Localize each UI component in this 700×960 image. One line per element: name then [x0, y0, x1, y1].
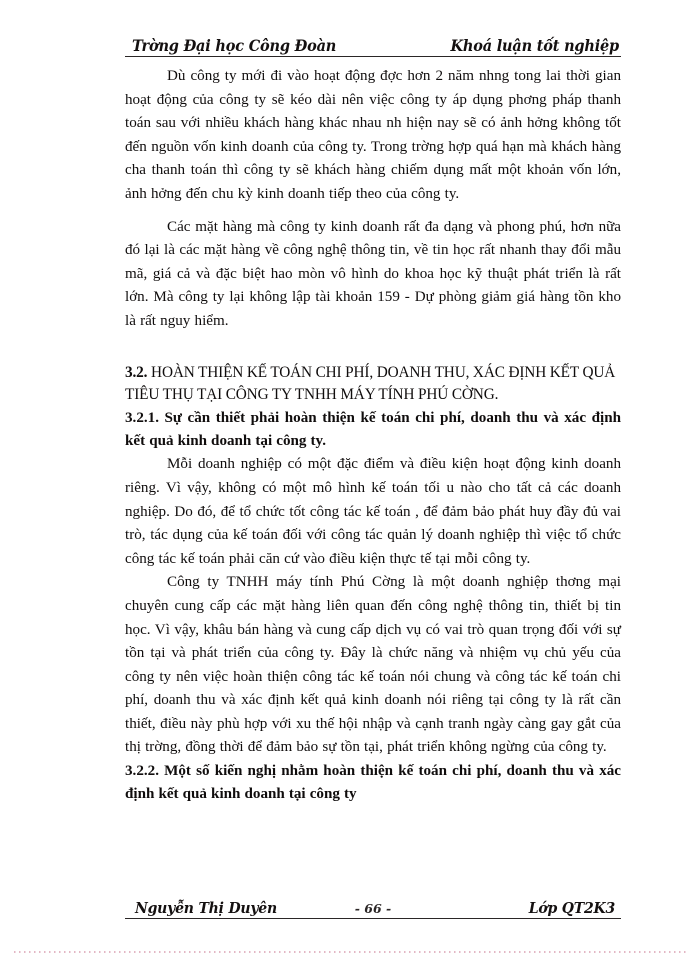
page-content [125, 34, 621, 807]
header-left-text: Trờng Đại học Công Đoàn [132, 36, 337, 55]
section-heading-3-2-1: 3.2.1. Sự cần thiết phải hoàn thiện kế toán chi phí, doanh thu và xác định kết quả kinh doanh tại công ty. [125, 409, 621, 449]
body-paragraph-4: Công ty TNHH máy tính Phú Cờng là một doanh nghiệp thơng mại chuyên cung cấp các mặt hàng liên quan đến công nghệ thông tin, thiết bị tin học. Vì vậy, khâu bán hàng và cung cấp dịch vụ có vai trò quan trọng đối với sự tồn tại và phát triển của công ty. Đây là chức năng và nhiệm vụ chủ yếu của công ty nên việc hoàn thiện công tác kế toán nói chung và công tác kế toán chi phí, doanh thu và xác định kết quả kinh doanh nói riêng tại công ty là rất cần thiết, điều này phù hợp với xu thế hội nhập và cạnh tranh ngày càng gay gắt của thị trờng, đồng thời để đảm bảo sự tồn tại, phát triển không ngừng của công ty. [125, 574, 621, 756]
section-heading-3-2-2: 3.2.2. Một số kiến nghị nhằm hoàn thiện kế toán chi phí, doanh thu và xác định kết quả kinh doanh tại công ty [125, 763, 621, 803]
page-number: - 66 - [354, 901, 392, 916]
footer-class-code: Lớp QT2K3 [528, 900, 615, 917]
body-paragraph-3: Mỗi doanh nghiệp có một đặc điểm và điều kiện hoạt động kinh doanh riêng. Vì vậy, không có một mô hình kế toán tối u nào cho tất cả các doanh nghiệp. Do đó, để tổ chức tốt công tác kế toán , để đảm bảo phát huy đầy đủ vai trò, tác dụng của kế toán đối với công tác quản lý doanh nghiệp thì việc tổ chức công tác kế toán phải căn cứ vào điều kiện thực tế tại mỗi công ty. [125, 456, 621, 567]
section-heading-3-2-number: 3.2. [125, 363, 148, 381]
page-bottom-margin [0, 935, 700, 960]
section-heading-3-2 [125, 362, 621, 407]
running-footer [125, 893, 621, 919]
body-paragraph-1: Dù công ty mới đi vào hoạt động đợc hơn 2 năm nhng tong lai thời gian hoạt động của công ty sẽ kéo dài nên việc công ty áp dụng phơng pháp thanh toán sau với nhiều khách hàng khác nhau nh hiện nay sẽ có ảnh hởng không tốt đến nguồn vốn kinh doanh của công ty. Trong trờng hợp quá hạn mà khách hàng cha thanh toán thì công ty sẽ khách hàng chiếm dụng mất một khoản vốn lớn, ảnh hởng đến chu kỳ kinh doanh tiếp theo của công ty. [125, 68, 621, 202]
paragraph-spacer [125, 207, 621, 216]
section-spacer [125, 334, 621, 362]
running-header [125, 34, 621, 57]
body-paragraph-2: Các mặt hàng mà công ty kinh doanh rất đa dạng và phong phú, hơn nữa đó lại là các mặt hàng về công nghệ thông tin, về tin học rất nhanh thay đổi mẫu mã, giá cả và đặc biệt hao mòn vô hình do khoa học kỹ thuật phát triển là rất lớn. Mà công ty lại không lập tài khoản 159 - Dự phòng giảm giá hàng tồn kho là rất nguy hiểm. [125, 218, 621, 329]
footer-author-name: Nguyễn Thị Duyên [135, 900, 277, 917]
scan-artifact-dotted-line [14, 951, 686, 953]
header-right-text: Khoá luận tốt nghiệp [450, 36, 619, 55]
section-heading-3-2-text: HOÀN THIỆN KẾ TOÁN CHI PHÍ, DOANH THU, XÁC ĐỊNH KẾT QUẢ TIÊU THỤ TẠI CÔNG TY TNHH MÁY TÍNH PHÚ CỜNG. [125, 363, 616, 404]
